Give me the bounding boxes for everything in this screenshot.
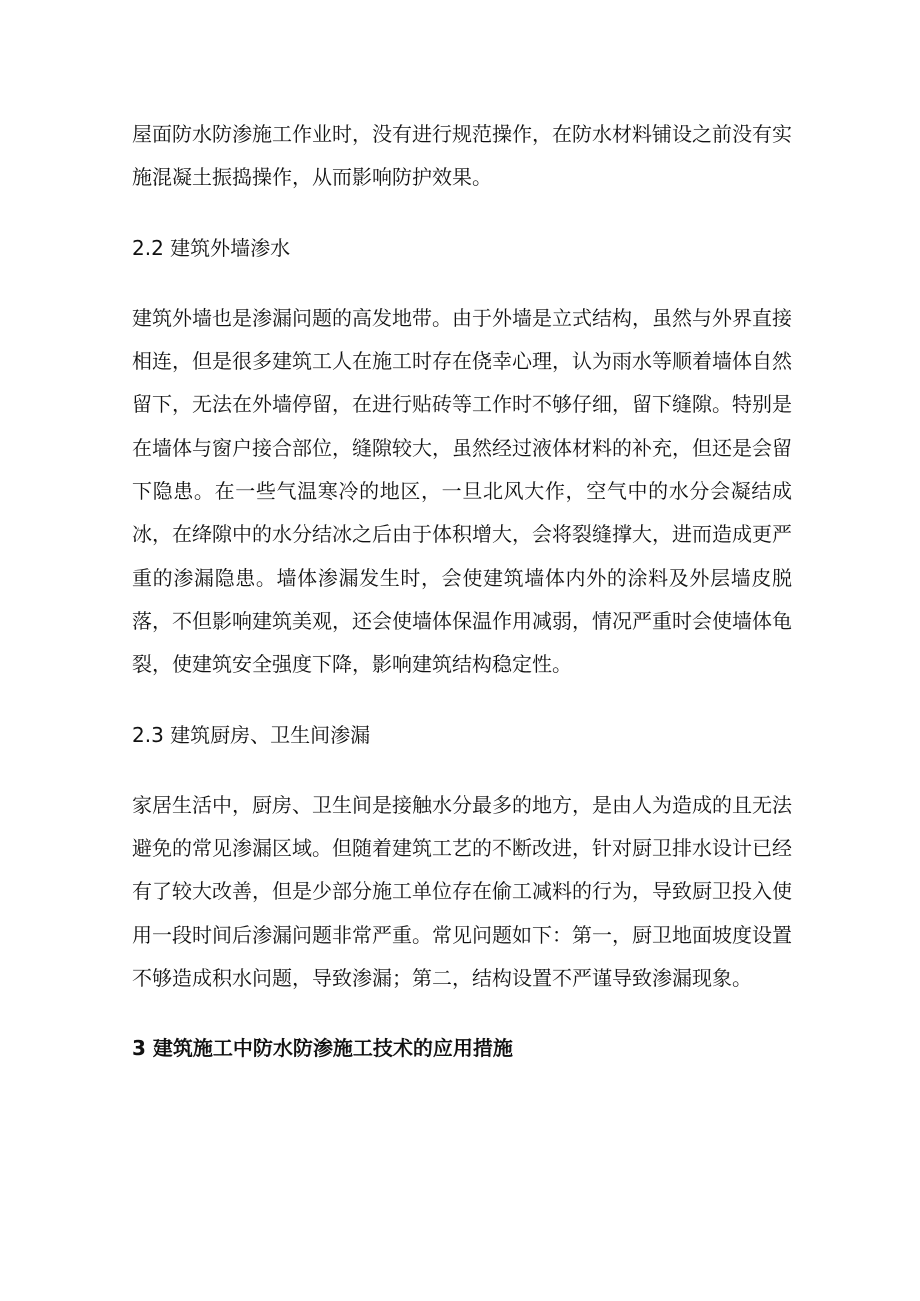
paragraph-exterior-wall-seepage: 建筑外墙也是渗漏问题的高发地带。由于外墙是立式结构，虽然与外界直接相连，但是很多建筑工人在施工时存在侥幸心理，认为雨水等顺着墙体自然留下，无法在外墙停留，在进行贴砖等工作时不够仔细，留下缝隙。特别是在墙体与窗户接合部位，缝隙较大，虽然经过液体材料的补充，但还是会留下隐患。在一些气温寒冷的地区，一旦北风大作，空气中的水分会凝结成冰，在绛隙中的水分结冰之后由于体积增大，会将裂缝撑大，进而造成更严重的渗漏隐患。墙体渗漏发生时，会使建筑墙体内外的涂料及外层墙皮脱落，不但影响建筑美观，还会使墙体保温作用减弱，情况严重时会使墙体龟裂，使建筑安全强度下降，影响建筑结构稳定性。 (132, 305, 792, 677)
section-heading-2-2: 2.2 建筑外墙渗水 (132, 235, 291, 260)
section-heading-2-3: 2.3 建筑厨房、卫生间渗漏 (132, 722, 371, 747)
spacer (132, 270, 792, 297)
spacer (132, 1000, 792, 1027)
chapter-heading-3: 3 建筑施工中防水防渗施工技术的应用措施 (132, 1036, 513, 1061)
paragraph-roof-waterproofing: 屋面防水防渗施工作业时，没有进行规范操作，在防水材料铺设之前没有实施混凝土振捣操作，从而影响防护效果。 (132, 122, 792, 190)
paragraph-kitchen-bathroom-leakage: 家居生活中，厨房、卫生间是接触水分最多的地方，是由人为造成的且无法避免的常见渗漏区域。但随着建筑工艺的不断改进，针对厨卫排水设计已经有了较大改善，但是少部分施工单位存在偷工减料的行为，导致厨卫投入使用一段时间后渗漏问题非常严重。常见问题如下：第一，厨卫地面坡度设置不够造成积水问题，导致渗漏；第二，结构设置不严谨导致渗漏现象。 (132, 792, 792, 991)
spacer (132, 687, 792, 714)
spacer (132, 757, 792, 784)
spacer (132, 200, 792, 227)
document-body (132, 113, 792, 1071)
